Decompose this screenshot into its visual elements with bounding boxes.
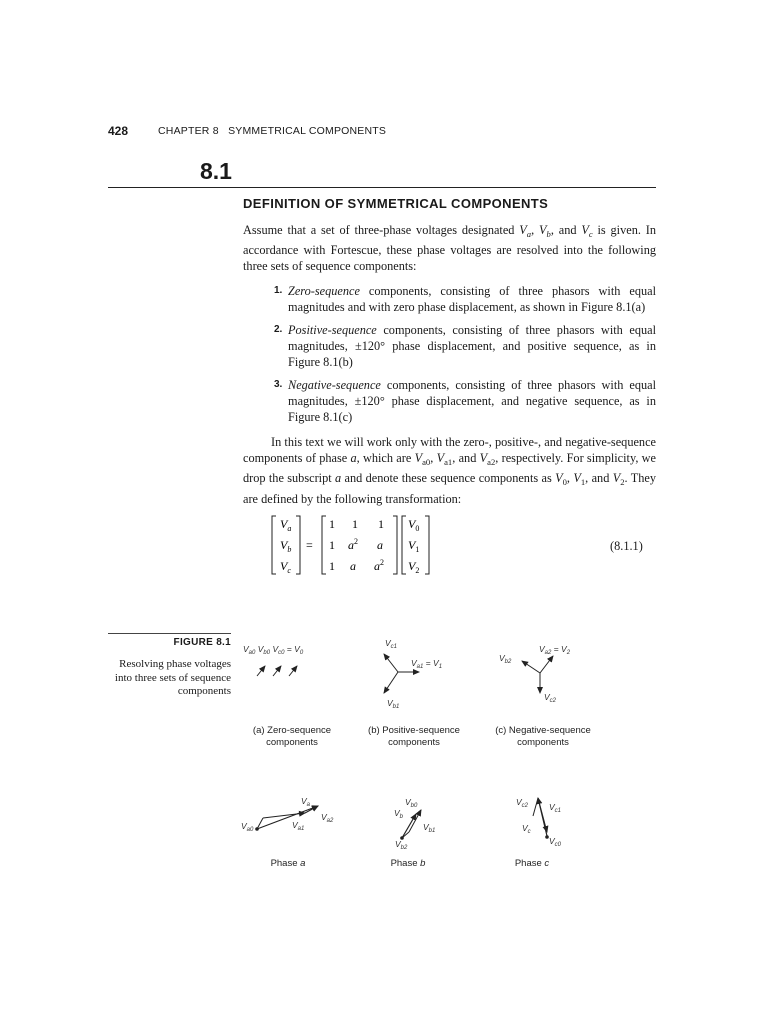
label-va1: $V_{a1} = V_1$ <box>411 658 443 670</box>
matrix-cell: $a^2$ <box>374 558 384 573</box>
phasor-vc2 <box>533 798 538 816</box>
equation-number: (8.1.1) <box>610 539 643 553</box>
phase-c-caption: Phase c <box>514 858 550 869</box>
section-title: DEFINITION OF SYMMETRICAL COMPONENTS <box>243 196 549 211</box>
label-va2: $V_{a2}$ <box>321 812 334 824</box>
matrix-cell: 1 <box>352 517 358 531</box>
label-vb2: $V_{b2}$ <box>499 653 512 665</box>
phasor-vb2 <box>522 661 540 673</box>
phase-b-caption: Phase b <box>390 858 426 869</box>
label-va1: $V_{a1}$ <box>292 820 305 832</box>
left-bracket <box>322 516 326 574</box>
matrix-cell: 1 <box>329 559 335 573</box>
section-rule <box>108 187 656 188</box>
lhs-vb: $V_b$ <box>280 538 292 554</box>
label-vc0: $V_{c0}$ <box>549 836 562 848</box>
list-item: 2. Positive-sequence components, consisting of three phasors with equal magnitudes, ±120° phase displacement, and positive sequence, as in Figure 8.1(b) <box>274 323 656 370</box>
lhs-vc: $V_c$ <box>280 559 291 575</box>
list-number: 1. <box>274 285 283 296</box>
label-va2: $V_{a2} = V_2$ <box>539 644 571 656</box>
list-item: 1. Zero-sequence components, consisting of three phasors with equal magnitudes and with zero phase displacement, as shown in Figure 8.1(a) <box>274 284 656 315</box>
label-vb2: $V_{b2}$ <box>395 839 408 851</box>
equals-sign: = <box>306 538 313 552</box>
list-number: 3. <box>274 379 283 390</box>
section-number: 8.1 <box>200 158 232 184</box>
matrix-cell: 1 <box>378 517 384 531</box>
label-va: $V_a$ <box>301 796 311 808</box>
subcaption-a: (a) Zero-sequence components <box>252 725 332 748</box>
phasor-vb1 <box>409 810 421 832</box>
right-bracket <box>425 516 429 574</box>
label-va0: $V_{a0}$ <box>241 821 254 833</box>
rhs-v2: $V_2$ <box>408 559 420 575</box>
label-vb1: $V_{b1}$ <box>423 822 436 834</box>
phasor-vb1 <box>384 672 398 693</box>
list-item: 3. Negative-sequence components, consisting of three phasors with equal magnitudes, ±120° phase displacement, and negative sequence, as in Figure 8.1(c) <box>274 378 656 425</box>
phasor-vb <box>402 814 416 838</box>
matrix-cell: a <box>377 538 383 552</box>
figure-rule <box>108 633 231 634</box>
list-number: 2. <box>274 324 283 335</box>
rhs-v1: $V_1$ <box>408 538 420 554</box>
phase-a-caption: Phase a <box>270 858 306 869</box>
left-bracket <box>402 516 406 574</box>
matrix-cell: a <box>350 559 356 573</box>
running-head: CHAPTER 8 SYMMETRICAL COMPONENTS <box>158 125 387 137</box>
label-vc2: $V_{c2}$ <box>516 797 529 809</box>
right-bracket <box>393 516 397 574</box>
matrix-equation <box>268 514 468 576</box>
figure-label: FIGURE 8.1 <box>173 637 231 648</box>
intro-paragraph: Assume that a set of three-phase voltages designated $V_a$, $V_b$, and $V_c$ is given. In accordance with Fortescue, these phase voltages are resolved into the following three sets of sequence components: <box>243 223 656 274</box>
matrix-cell: 1 <box>329 517 335 531</box>
phasor-va2 <box>540 656 553 673</box>
label-vb0: $V_{b0}$ <box>405 797 418 809</box>
phasor-vc <box>538 798 547 836</box>
page-number: 428 <box>108 124 129 138</box>
lhs-va: $V_a$ <box>280 517 292 533</box>
label-vc1: $V_{c1}$ <box>549 802 562 814</box>
matrix-cell: $a^2$ <box>348 537 358 552</box>
rhs-v0: $V_0$ <box>408 517 420 533</box>
figure-caption: Resolving phase voltages into three sets of sequence components <box>114 658 231 697</box>
label-vb: $V_b$ <box>394 808 404 820</box>
label-vc: $V_c$ <box>522 823 531 835</box>
phasor-va0 <box>257 666 265 676</box>
label-vc1: $V_{c1}$ <box>385 638 398 650</box>
subcaption-c: (c) Negative-sequence components <box>495 725 591 748</box>
label-vc2: $V_{c2}$ <box>544 692 557 704</box>
matrix-cell: 1 <box>329 538 335 552</box>
phasor-vc0 <box>289 666 297 676</box>
label-vb1: $V_{b1}$ <box>387 698 400 710</box>
label-a-header: $V_{a0}$ $V_{b0}$ $V_{c0} = V_0$ <box>243 644 304 656</box>
right-bracket <box>296 516 300 574</box>
phasor-vb0 <box>273 666 281 676</box>
subcaption-b: (b) Positive-sequence components <box>368 725 460 748</box>
body-paragraph: In this text we will work only with the zero-, positive-, and negative-sequence components of phase a, which are $V_{a0}$, $V_{a1}$, and $V_{a2}$, respectively. For simplicity, we drop the subscript a and denote these sequence components as $V_0$, $V_1$, and $V_2$. They are defined by the following transformation: <box>243 435 656 506</box>
left-bracket <box>272 516 276 574</box>
phasor-vc1 <box>384 654 398 672</box>
